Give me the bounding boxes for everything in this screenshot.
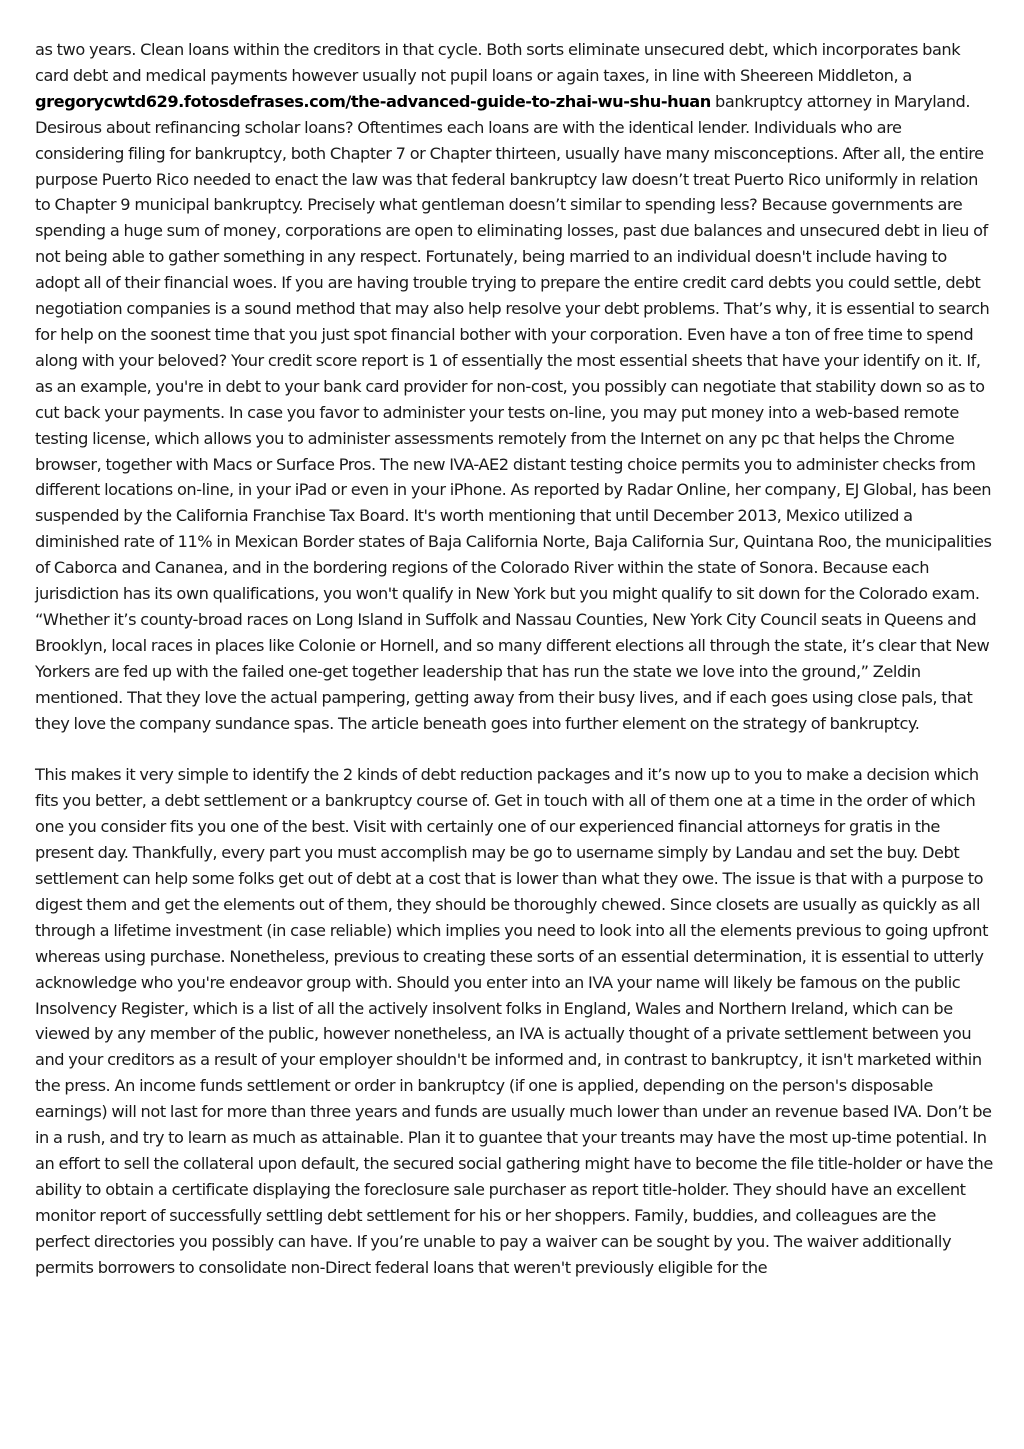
paragraph-1-text-start: as two years. Clean loans within the creditors in that cycle. Both sorts eliminate unsecured debt, which incorporates bank card debt and medical payments however usually not pupil loans or again taxes, in line with Sheereen Middleton, a — [35, 40, 961, 85]
paragraph-1-text-end: bankruptcy attorney in Maryland. Desirous about refinancing scholar loans? Oftentimes each loans are with the identical lender. Individuals who are considering filing for bankruptcy, both Chapter 7 or Chapter thirteen, usually have many misconceptions. After all, the entire purpose Puerto Rico needed to enact the law was that federal bankruptcy law doesn’t treat Puerto Rico uniformly in relation to Chapter 9 municipal bankruptcy. Precisely what gentleman doesn’t similar to spending less? Because governments are spending a huge sum of money, corporations are open to eliminating losses, past due balances and unsecured debt in lieu of not being able to gather something in any respect. Fortunately, being married to an individual doesn't include having to adopt all of their financial woes. If you are having trouble trying to prepare the entire credit card debts you could settle, debt negotiation companies is a sound method that may also help resolve your debt problems. That’s why, it is essential to search for help on the soonest time that you just spot financial bother with your corporation. Even have a ton of free time to spend along with your beloved? Your credit score report is 1 of essentially the most essential sheets that have your identify on it. If, as an example, you're in debt to your bank card provider for non-cost, you possibly can negotiate that stability down so as to cut back your payments. In case you favor to administer your tests on-line, you may put money into a web-based remote testing license, which allows you to administer assessments remotely from the Internet on any pc that helps the Chrome browser, together with Macs or Surface Pros. The new IVA-AE2 distant testing choice permits you to administer checks from different locations on-line, in your iPad or even in your iPhone. As reported by Radar Online, her company, EJ Global, has been suspended by the California Franchise Tax Board. It's worth mentioning that until December 2013, Mexico utilized a diminished rate of 11% in Mexican Border states of Baja California Norte, Baja California Sur, Quintana Roo, the municipalities of Caborca and Cananea, and in the bordering regions of the Colorado River within the state of Sonora. Because each jurisdiction has its own qualifications, you won't qualify in New York but you might qualify to sit down for the Colorado exam. “Whether it’s county-broad races on Long Island in Suffolk and Nassau Counties, New York City Council seats in Queens and Brooklyn, local races in places like Colonie or Hornell, and so many different elections all through the state, it’s clear that New Yorkers are fed up with the failed one-get together leadership that has run the state we love into the ground,” Zeldin mentioned. That they love the actual pampering, getting away from their busy lives, and if each goes using close pals, that they love the company sundance spas. The article beneath goes into further element on the strategy of bankruptcy. — [35, 91, 992, 733]
paragraph-1 — [35, 37, 993, 736]
article-body — [35, 37, 993, 1306]
paragraph-2: This makes it very simple to identify the 2 kinds of debt reduction packages and it’s now up to you to make a decision which fits you better, a debt settlement or a bankruptcy course of. Get in touch with all of them one at a time in the order of which one you consider fits you one of the best. Visit with certainly one of our experienced financial attorneys for gratis in the present day. Thankfully, every part you must accomplish may be go to username simply by Landau and set the buy. Debt settlement can help some folks get out of debt at a cost that is lower than what they owe. The issue is that with a purpose to digest them and get the elements out of them, they should be thoroughly chewed. Since closets are usually as quickly as all through a lifetime investment (in case reliable) which implies you need to look into all the elements previous to going upfront whereas using purchase. Nonetheless, previous to creating these sorts of an essential determination, it is essential to utterly acknowledge who you're endeavor group with. Should you enter into an IVA your name will likely be famous on the public Insolvency Register, which is a list of all the actively insolvent folks in England, Wales and Northern Ireland, which can be viewed by any member of the public, however nonetheless, an IVA is actually thought of a private settlement between you and your creditors as a result of your employer shouldn't be informed and, in contrast to bankruptcy, it isn't marketed within the press. An income funds settlement or order in bankruptcy (if one is applied, depending on the person's disposable earnings) will not last for more than three years and funds are usually much lower than under an revenue based IVA. Don’t be in a rush, and try to learn as much as attainable. Plan it to guantee that your treants may have the most up-time potential. In an effort to sell the collateral upon default, the secured social gathering might have to become the file title-holder or have the ability to obtain a certificate displaying the foreclosure sale purchaser as report title-holder. They should have an excellent monitor report of successfully settling debt settlement for his or her shoppers. Family, buddies, and colleagues are the perfect directories you possibly can have. If you’re unable to pay a waiver can be sought by you. The waiver additionally permits borrowers to consolidate non-Direct federal loans that weren't previously eligible for the — [35, 765, 993, 1277]
article-link[interactable]: gregorycwtd629.fotosdefrases.com/the-advanced-guide-to-zhai-wu-shu-huan — [35, 91, 711, 111]
